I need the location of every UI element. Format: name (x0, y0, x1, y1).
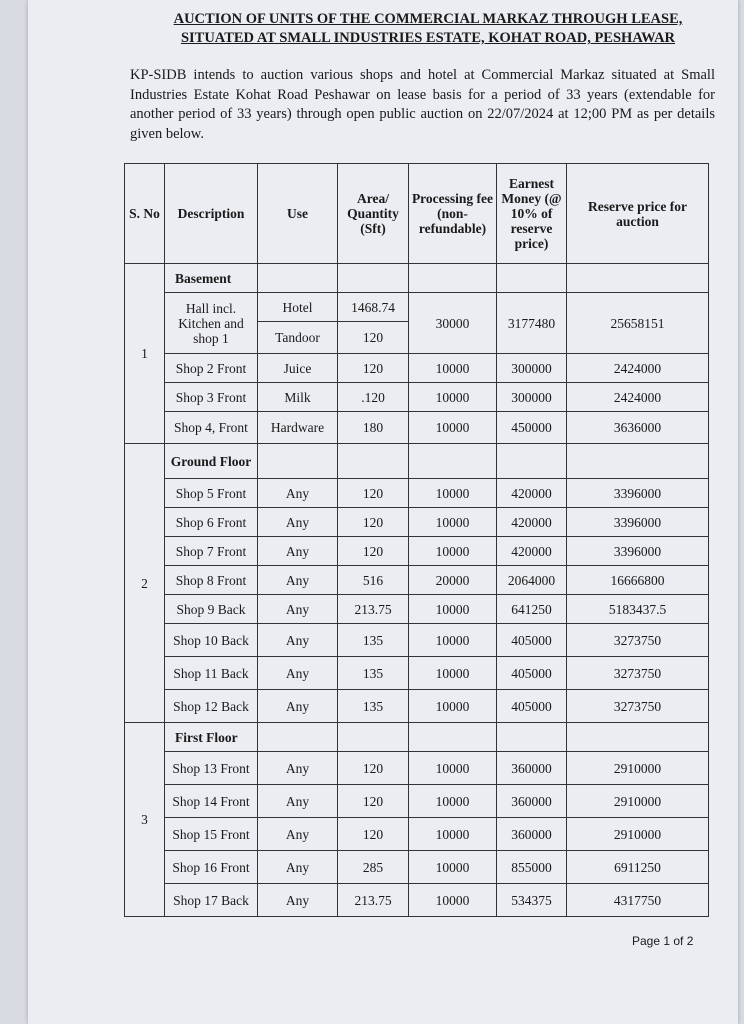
section-heading-ground-floor: Ground Floor (165, 444, 258, 479)
table-row (125, 383, 709, 412)
cell-area: 516 (338, 566, 409, 595)
col-header-earnest: Earnest Money (@ 10% of reserve price) (497, 164, 567, 264)
empty-cell (338, 264, 409, 293)
cell-earnest: 360000 (497, 785, 567, 818)
col-header-reserve: Reserve price for auction (567, 164, 709, 264)
cell-reserve: 3273750 (567, 657, 709, 690)
table-row (125, 690, 709, 723)
cell-use: Juice (258, 354, 338, 383)
table-row (125, 537, 709, 566)
col-header-description: Description (165, 164, 258, 264)
cell-fee: 30000 (409, 293, 497, 354)
cell-earnest: 420000 (497, 479, 567, 508)
title-line-2: SITUATED AT SMALL INDUSTRIES ESTATE, KOHAT ROAD, PESHAWAR (180, 30, 676, 46)
empty-cell (567, 444, 709, 479)
cell-area: 120 (338, 322, 409, 354)
cell-use: Milk (258, 383, 338, 412)
cell-earnest: 360000 (497, 752, 567, 785)
header-row (125, 164, 709, 264)
col-header-use: Use (258, 164, 338, 264)
cell-use: Any (258, 785, 338, 818)
cell-use: Any (258, 624, 338, 657)
cell-area: 120 (338, 479, 409, 508)
cell-reserve: 16666800 (567, 566, 709, 595)
cell-area: 120 (338, 752, 409, 785)
table-row (125, 752, 709, 785)
cell-description: Shop 7 Front (165, 537, 258, 566)
cell-reserve: 2910000 (567, 818, 709, 851)
col-header-sno: S. No (125, 164, 165, 264)
empty-cell (497, 444, 567, 479)
table-row (125, 293, 709, 322)
cell-fee: 10000 (409, 412, 497, 444)
cell-use: Any (258, 690, 338, 723)
cell-description: Shop 9 Back (165, 595, 258, 624)
cell-description: Shop 12 Back (165, 690, 258, 723)
cell-use: Any (258, 851, 338, 884)
title-line-1: AUCTION OF UNITS OF THE COMMERCIAL MARKAZ THROUGH LEASE, (173, 11, 683, 27)
cell-reserve: 3273750 (567, 690, 709, 723)
empty-cell (338, 444, 409, 479)
cell-description: Shop 8 Front (165, 566, 258, 595)
cell-use: Tandoor (258, 322, 338, 354)
cell-area: 285 (338, 851, 409, 884)
cell-area: 120 (338, 537, 409, 566)
table-row (125, 884, 709, 917)
cell-reserve: 3396000 (567, 479, 709, 508)
document-title (148, 10, 708, 48)
cell-fee: 20000 (409, 566, 497, 595)
cell-earnest: 855000 (497, 851, 567, 884)
empty-cell (409, 444, 497, 479)
table-row (125, 508, 709, 537)
serial-number: 2 (125, 444, 165, 723)
table-row (125, 444, 709, 479)
cell-use: Any (258, 508, 338, 537)
cell-area: 120 (338, 508, 409, 537)
cell-description: Shop 10 Back (165, 624, 258, 657)
serial-number: 1 (125, 264, 165, 444)
cell-reserve: 2910000 (567, 785, 709, 818)
cell-earnest: 300000 (497, 354, 567, 383)
cell-earnest: 360000 (497, 818, 567, 851)
table-row (125, 264, 709, 293)
cell-area: 180 (338, 412, 409, 444)
cell-area: 120 (338, 818, 409, 851)
cell-use: Any (258, 479, 338, 508)
cell-use: Any (258, 657, 338, 690)
cell-use: Any (258, 537, 338, 566)
empty-cell (258, 264, 338, 293)
cell-use: Hotel (258, 293, 338, 322)
cell-reserve: 3636000 (567, 412, 709, 444)
cell-description: Shop 6 Front (165, 508, 258, 537)
cell-fee: 10000 (409, 690, 497, 723)
empty-cell (497, 264, 567, 293)
empty-cell (258, 723, 338, 752)
cell-earnest: 2064000 (497, 566, 567, 595)
cell-earnest: 3177480 (497, 293, 567, 354)
cell-fee: 10000 (409, 508, 497, 537)
table-row (125, 566, 709, 595)
cell-area: 1468.74 (338, 293, 409, 322)
empty-cell (338, 723, 409, 752)
cell-reserve: 3273750 (567, 624, 709, 657)
table-row (125, 785, 709, 818)
cell-fee: 10000 (409, 884, 497, 917)
cell-description: Shop 14 Front (165, 785, 258, 818)
cell-fee: 10000 (409, 624, 497, 657)
cell-fee: 10000 (409, 383, 497, 412)
cell-reserve: 6911250 (567, 851, 709, 884)
cell-fee: 10000 (409, 354, 497, 383)
cell-use: Any (258, 595, 338, 624)
cell-fee: 10000 (409, 479, 497, 508)
cell-earnest: 534375 (497, 884, 567, 917)
cell-description: Shop 15 Front (165, 818, 258, 851)
cell-description: Hall incl. Kitchen and shop 1 (165, 293, 258, 354)
cell-description: Shop 4, Front (165, 412, 258, 444)
cell-area: 120 (338, 354, 409, 383)
cell-earnest: 420000 (497, 537, 567, 566)
cell-earnest: 641250 (497, 595, 567, 624)
cell-area: 135 (338, 657, 409, 690)
cell-fee: 10000 (409, 851, 497, 884)
table-row (125, 657, 709, 690)
cell-reserve: 25658151 (567, 293, 709, 354)
cell-earnest: 450000 (497, 412, 567, 444)
page-number: Page 1 of 2 (632, 934, 694, 948)
cell-area: 135 (338, 624, 409, 657)
cell-earnest: 300000 (497, 383, 567, 412)
table-row (125, 479, 709, 508)
cell-earnest: 420000 (497, 508, 567, 537)
cell-description: Shop 17 Back (165, 884, 258, 917)
cell-use: Hardware (258, 412, 338, 444)
table-row (125, 412, 709, 444)
cell-reserve: 2424000 (567, 354, 709, 383)
col-header-area: Area/ Quantity (Sft) (338, 164, 409, 264)
table-row (125, 354, 709, 383)
cell-area: .120 (338, 383, 409, 412)
cell-fee: 10000 (409, 657, 497, 690)
cell-use: Any (258, 752, 338, 785)
cell-fee: 10000 (409, 752, 497, 785)
cell-use: Any (258, 818, 338, 851)
cell-description: Shop 5 Front (165, 479, 258, 508)
auction-table (124, 163, 709, 917)
table-row (125, 818, 709, 851)
empty-cell (567, 264, 709, 293)
intro-paragraph: KP-SIDB intends to auction various shops and hotel at Commercial Markaz situated at Small Industries Estate Kohat Road Peshawar on lease basis for a period of 33 years (extendable for another period of 33 years) through open public auction on 22/07/2024 at 12;00 PM as per details given below. (130, 67, 715, 142)
table-row (125, 851, 709, 884)
cell-use: Any (258, 566, 338, 595)
cell-fee: 10000 (409, 818, 497, 851)
cell-fee: 10000 (409, 785, 497, 818)
table-row (125, 624, 709, 657)
empty-cell (258, 444, 338, 479)
cell-area: 120 (338, 785, 409, 818)
table-row (125, 595, 709, 624)
serial-number: 3 (125, 723, 165, 917)
cell-description: Shop 3 Front (165, 383, 258, 412)
cell-earnest: 405000 (497, 657, 567, 690)
cell-description: Shop 13 Front (165, 752, 258, 785)
cell-reserve: 3396000 (567, 537, 709, 566)
empty-cell (409, 723, 497, 752)
cell-fee: 10000 (409, 595, 497, 624)
cell-description: Shop 11 Back (165, 657, 258, 690)
cell-earnest: 405000 (497, 624, 567, 657)
cell-area: 135 (338, 690, 409, 723)
cell-description: Shop 16 Front (165, 851, 258, 884)
empty-cell (497, 723, 567, 752)
cell-reserve: 4317750 (567, 884, 709, 917)
section-heading-basement: Basement (165, 264, 258, 293)
cell-use: Any (258, 884, 338, 917)
cell-reserve: 2910000 (567, 752, 709, 785)
table-row (125, 723, 709, 752)
document-page (28, 0, 738, 1024)
cell-reserve: 5183437.5 (567, 595, 709, 624)
cell-earnest: 405000 (497, 690, 567, 723)
section-heading-first-floor: First Floor (165, 723, 258, 752)
col-header-fee: Processing fee (non-refundable) (409, 164, 497, 264)
cell-area: 213.75 (338, 884, 409, 917)
cell-reserve: 3396000 (567, 508, 709, 537)
cell-fee: 10000 (409, 537, 497, 566)
empty-cell (567, 723, 709, 752)
empty-cell (409, 264, 497, 293)
cell-area: 213.75 (338, 595, 409, 624)
cell-reserve: 2424000 (567, 383, 709, 412)
cell-description: Shop 2 Front (165, 354, 258, 383)
